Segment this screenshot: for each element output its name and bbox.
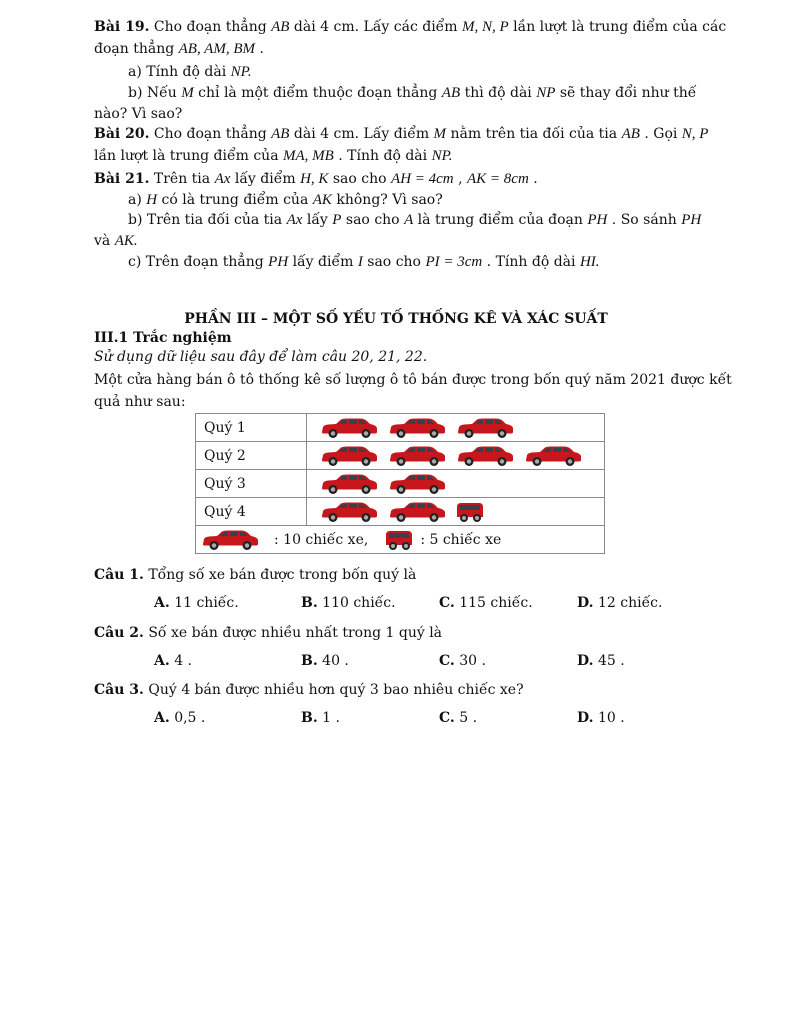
quarter-label: Quý 3 — [196, 470, 307, 498]
pictogram-row — [196, 498, 605, 526]
text: b) Nếu — [128, 85, 182, 101]
math: M, N, P — [462, 19, 509, 35]
option-value: 4 . — [169, 653, 193, 669]
car-icon — [319, 473, 379, 495]
car-icon — [455, 445, 515, 467]
math: AB — [271, 126, 290, 142]
math: NP. — [431, 148, 453, 164]
text: đoạn thẳng — [94, 41, 179, 57]
option-letter: B. — [301, 595, 318, 611]
pictogram-body — [196, 414, 605, 526]
quarter-label: Quý 1 — [196, 414, 307, 442]
text: . Tính độ dài — [482, 254, 580, 270]
problem-21-line-1 — [94, 170, 538, 188]
problem-21-part-a — [128, 191, 443, 209]
answer-option[interactable] — [439, 653, 486, 669]
quarter-cars — [307, 414, 605, 442]
problem-21-part-c — [128, 253, 600, 271]
text: nằm trên tia đối của tia — [446, 126, 622, 142]
option-value: 1 . — [317, 710, 340, 726]
text: lấy — [302, 212, 333, 228]
math: PH — [268, 254, 289, 270]
math: AK = 8cm — [467, 171, 529, 187]
math: PH — [681, 212, 702, 228]
car-icon — [319, 501, 379, 523]
math: NP — [536, 85, 556, 101]
math: NP. — [230, 64, 252, 80]
problem-19-part-b — [128, 84, 696, 102]
quarter-cars — [307, 498, 605, 526]
question — [94, 566, 416, 584]
pictogram-legend-row — [196, 526, 605, 554]
option-value: 0,5 . — [169, 710, 206, 726]
answer-option[interactable] — [577, 653, 625, 669]
problem-19-part-a — [128, 63, 252, 81]
answer-option[interactable] — [301, 710, 340, 726]
text: lấy điểm — [230, 171, 301, 187]
text: lấy điểm — [288, 254, 358, 270]
section-intro-line-2: quả như sau: — [94, 394, 186, 410]
answer-option[interactable] — [439, 710, 477, 726]
section-intro-line-1: Một cửa hàng bán ô tô thống kê số lượng ô tô bán được trong bốn quý năm 2021 được kết — [94, 372, 732, 388]
legend-half-label: : 5 chiếc xe — [420, 531, 502, 548]
quarter-cars — [307, 442, 605, 470]
text: dài 4 cm. Lấy điểm — [289, 126, 434, 142]
text: không? Vì sao? — [331, 192, 443, 208]
text: Trên tia — [149, 171, 215, 187]
car-icon — [523, 445, 583, 467]
math: N, P — [681, 126, 709, 142]
math: PH — [587, 212, 608, 228]
math: AB — [441, 85, 461, 101]
quarter-label: Quý 4 — [196, 498, 307, 526]
option-letter: D. — [577, 595, 594, 611]
legend-full-label: : 10 chiếc xe, — [274, 531, 369, 548]
problem-19-part-b-cont: nào? Vì sao? — [94, 106, 183, 122]
text: Cho đoạn thẳng — [149, 126, 272, 142]
half-car-icon — [455, 501, 485, 523]
question — [94, 624, 442, 642]
text: là trung điểm của đoạn — [413, 212, 588, 228]
text: sao cho — [328, 171, 392, 187]
option-value: 12 chiếc. — [593, 595, 663, 611]
text: lần lượt là trung điểm của — [94, 148, 283, 164]
text: . Tính độ dài — [333, 148, 432, 164]
math: AB — [271, 19, 290, 35]
math: Ax — [286, 212, 303, 228]
question-text: Quý 4 bán được nhiều hơn quý 3 bao nhiêu chiếc xe? — [143, 682, 524, 698]
answer-option[interactable] — [301, 653, 349, 669]
car-icon — [387, 501, 447, 523]
problem-20-line-2 — [94, 147, 453, 165]
option-letter: D. — [577, 710, 594, 726]
text: chỉ là một điểm thuộc đoạn thẳng — [193, 85, 442, 101]
car-icon — [387, 445, 447, 467]
option-value: 5 . — [454, 710, 478, 726]
answer-option[interactable] — [154, 710, 205, 726]
answer-option[interactable] — [154, 595, 239, 611]
option-letter: C. — [439, 653, 455, 669]
option-letter: A. — [154, 653, 170, 669]
text: sao cho — [341, 212, 405, 228]
answer-option[interactable] — [577, 595, 662, 611]
option-letter: B. — [301, 710, 318, 726]
option-value: 115 chiếc. — [454, 595, 533, 611]
car-icon — [455, 417, 515, 439]
text: dài 4 cm. Lấy các điểm — [289, 19, 463, 35]
option-letter: B. — [301, 653, 318, 669]
math: I — [357, 254, 363, 270]
pictogram-row — [196, 442, 605, 470]
text: c) Trên đoạn thẳng — [128, 254, 269, 270]
problem-20-label: Bài 20. — [94, 126, 150, 142]
pictogram-table — [195, 413, 605, 554]
problem-19-line-1 — [94, 18, 726, 36]
text: có là trung điểm của — [157, 192, 313, 208]
math: H — [146, 192, 158, 208]
quarter-label: Quý 2 — [196, 442, 307, 470]
car-icon — [387, 417, 447, 439]
pictogram-row — [196, 414, 605, 442]
math: Ax — [214, 171, 231, 187]
section-subtitle: III.1 Trắc nghiệm — [94, 330, 232, 346]
text: . — [528, 171, 538, 187]
text: . — [255, 41, 264, 57]
text: . So sánh — [607, 212, 682, 228]
option-letter: D. — [577, 653, 594, 669]
math: AK — [312, 192, 332, 208]
answer-option[interactable] — [154, 653, 192, 669]
text: , — [453, 171, 467, 187]
option-value: 11 chiếc. — [169, 595, 239, 611]
question-label: Câu 1. — [94, 567, 144, 583]
section-title: PHẦN III – MỘT SỐ YẾU TỐ THỐNG KÊ VÀ XÁC SUẤT — [184, 311, 608, 327]
legend-half-car-icon — [384, 528, 414, 552]
math: AK. — [114, 233, 138, 249]
math: A — [404, 212, 414, 228]
pictogram-row — [196, 470, 605, 498]
question — [94, 681, 524, 699]
option-letter: C. — [439, 595, 455, 611]
math: AH = 4cm — [391, 171, 454, 187]
text: sẽ thay đổi như thế — [555, 85, 697, 101]
question-label: Câu 3. — [94, 682, 144, 698]
question-text: Số xe bán được nhiều nhất trong 1 quý là — [143, 625, 443, 641]
math: MA, MB — [283, 148, 334, 164]
answer-option[interactable] — [577, 710, 625, 726]
problem-20-line-1 — [94, 125, 708, 143]
section-instruction: Sử dụng dữ liệu sau đây để làm câu 20, 21, 22. — [94, 349, 428, 365]
math: M — [433, 126, 447, 142]
legend-full-car-icon — [200, 528, 260, 552]
text: và — [94, 233, 115, 249]
text: a) — [128, 192, 147, 208]
legend-wrap — [196, 528, 604, 552]
text: . Gọi — [639, 126, 682, 142]
text: lần lượt là trung điểm của các — [508, 19, 727, 35]
option-letter: A. — [154, 595, 170, 611]
math: AB — [621, 126, 640, 142]
problem-21-part-b-cont — [94, 232, 138, 250]
math: H, K — [300, 171, 329, 187]
text: thì độ dài — [460, 85, 537, 101]
car-icon — [319, 445, 379, 467]
math: P — [332, 212, 342, 228]
car-icon — [387, 473, 447, 495]
option-value: 45 . — [593, 653, 625, 669]
quarter-cars — [307, 470, 605, 498]
text: Cho đoạn thẳng — [149, 19, 272, 35]
math: HI. — [579, 254, 600, 270]
math: PI = 3cm — [425, 254, 483, 270]
option-letter: A. — [154, 710, 170, 726]
option-value: 40 . — [317, 653, 349, 669]
problem-21-label: Bài 21. — [94, 171, 150, 187]
question-label: Câu 2. — [94, 625, 144, 641]
car-icon — [319, 417, 379, 439]
text: sao cho — [362, 254, 426, 270]
text: a) Tính độ dài — [128, 64, 231, 80]
option-value: 30 . — [454, 653, 486, 669]
answer-option[interactable] — [301, 595, 396, 611]
problem-19-line-2 — [94, 40, 264, 58]
option-letter: C. — [439, 710, 455, 726]
question-text: Tổng số xe bán được trong bốn quý là — [143, 567, 417, 583]
option-value: 110 chiếc. — [317, 595, 396, 611]
problem-19-label: Bài 19. — [94, 19, 150, 35]
math: M — [181, 85, 194, 101]
pictogram-legend — [196, 526, 605, 554]
problem-21-part-b — [128, 211, 701, 229]
option-value: 10 . — [593, 710, 625, 726]
text: b) Trên tia đối của tia — [128, 212, 287, 228]
math: AB, AM, BM — [178, 41, 255, 57]
answer-option[interactable] — [439, 595, 533, 611]
